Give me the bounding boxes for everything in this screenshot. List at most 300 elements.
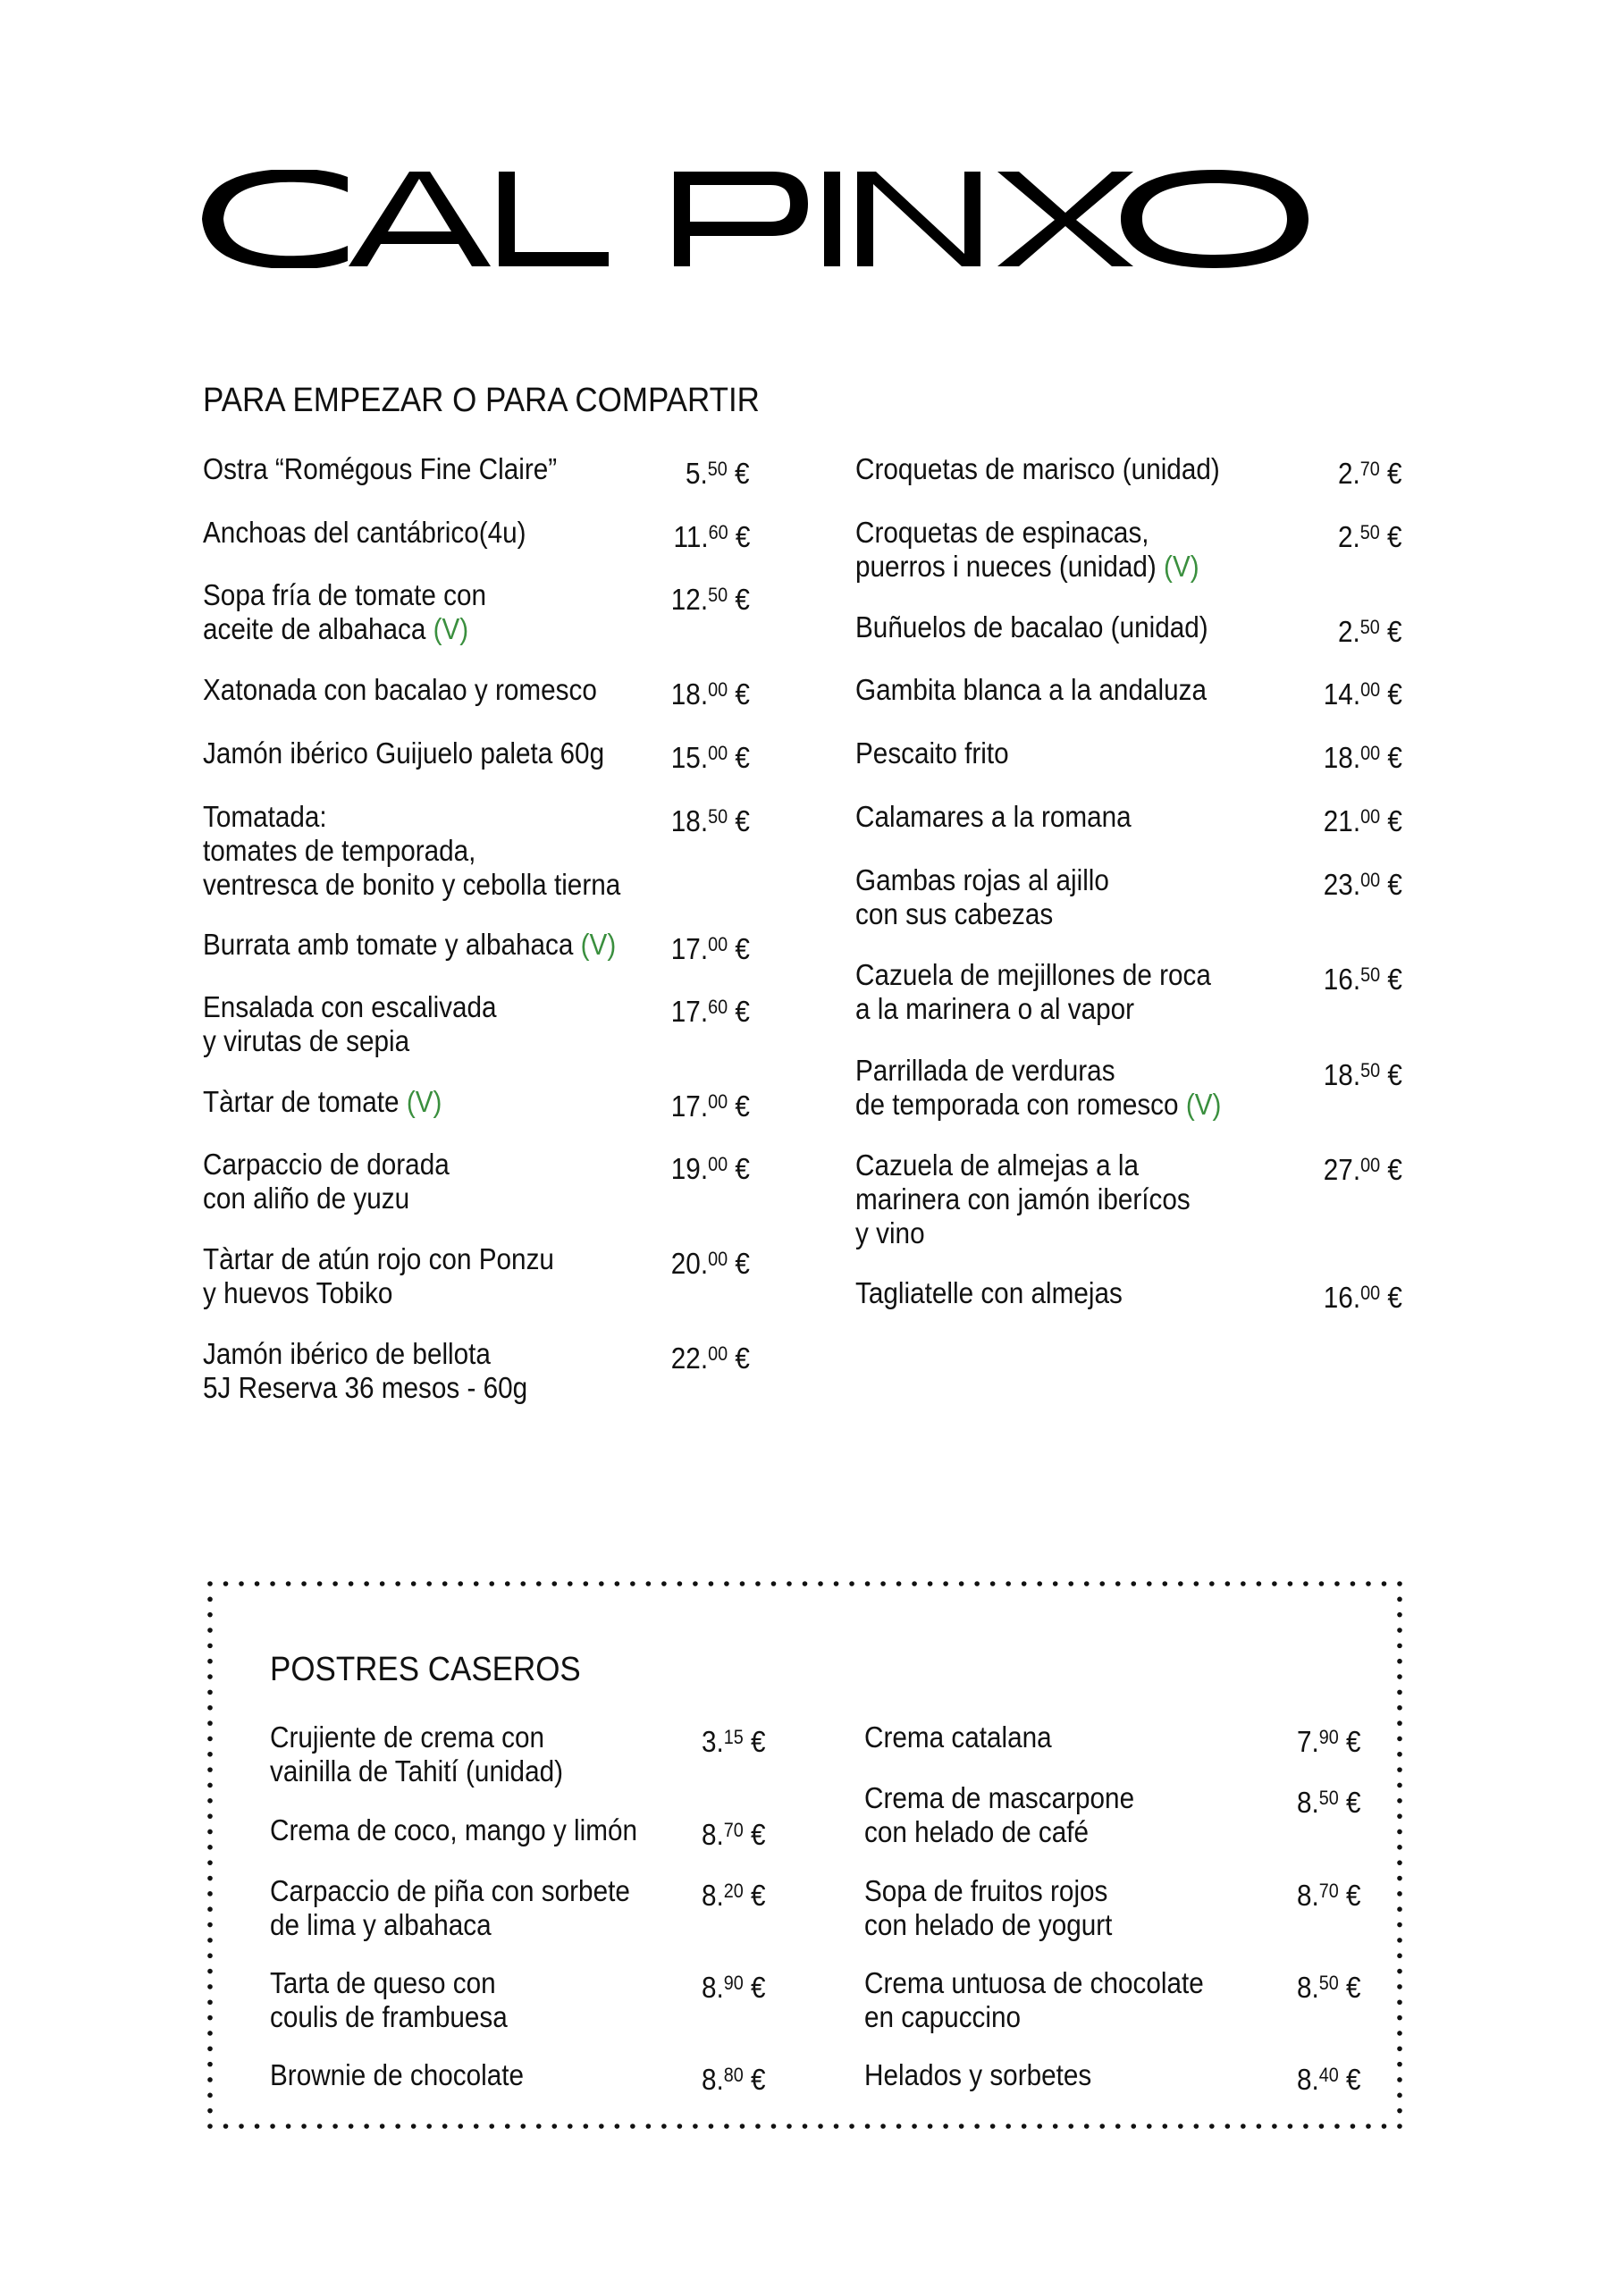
border-dot bbox=[896, 2124, 902, 2129]
menu-item-text: Croquetas de espinacas, bbox=[855, 516, 1149, 549]
menu-item bbox=[855, 673, 1246, 707]
border-dot bbox=[207, 2124, 213, 2129]
menu-item-name bbox=[855, 1148, 1191, 1250]
menu-item-price bbox=[686, 452, 750, 491]
border-dot bbox=[239, 2124, 244, 2129]
menu-item-name-line bbox=[203, 578, 486, 612]
border-dot bbox=[1382, 2124, 1387, 2129]
border-dot bbox=[551, 2124, 557, 2129]
border-dot bbox=[1334, 2124, 1340, 2129]
menu-item-text: Crema untuosa de chocolate bbox=[864, 1966, 1204, 1999]
border-dot bbox=[207, 1969, 213, 1974]
menu-item bbox=[855, 1276, 1152, 1310]
border-dot bbox=[1397, 2093, 1402, 2099]
price-decimals: 20 bbox=[724, 1880, 745, 1902]
menu-item-text: Cazuela de mejillones de roca bbox=[855, 958, 1211, 991]
currency-symbol: € bbox=[1387, 963, 1402, 996]
price-decimals: 80 bbox=[724, 2064, 745, 2086]
currency-symbol: € bbox=[751, 1725, 766, 1758]
border-dot bbox=[1303, 1581, 1308, 1586]
border-dot bbox=[349, 2124, 354, 2129]
border-dot bbox=[1366, 2124, 1371, 2129]
border-dot bbox=[1397, 1876, 1402, 1881]
border-dot bbox=[239, 1581, 244, 1586]
price-integer: 14. bbox=[1323, 677, 1361, 711]
price-integer: 2. bbox=[1338, 457, 1361, 490]
menu-item-text: Buñuelos de bacalao (unidad) bbox=[855, 610, 1208, 644]
border-dot bbox=[520, 1581, 526, 1586]
border-dot bbox=[1006, 1581, 1011, 1586]
menu-item-price bbox=[671, 800, 750, 838]
border-dot bbox=[1397, 1737, 1402, 1742]
menu-item-name-line bbox=[203, 736, 604, 770]
border-dot bbox=[880, 1581, 886, 1586]
menu-item-price bbox=[1297, 2058, 1361, 2097]
currency-symbol: € bbox=[1387, 1058, 1402, 1091]
border-dot bbox=[364, 1581, 369, 1586]
border-dot bbox=[1397, 1767, 1402, 1772]
menu-item-name-line bbox=[203, 1276, 554, 1310]
price-decimals: 00 bbox=[708, 933, 728, 955]
menu-item-name-line bbox=[270, 1966, 508, 2000]
border-dot bbox=[1257, 2124, 1262, 2129]
menu-item-price bbox=[671, 1337, 750, 1375]
menu-item bbox=[203, 928, 662, 962]
menu-item-name bbox=[864, 1966, 1204, 2034]
border-dot bbox=[1397, 1612, 1402, 1618]
border-dot bbox=[270, 1581, 275, 1586]
menu-item-name-line bbox=[855, 1216, 1191, 1250]
border-dot bbox=[646, 2124, 652, 2129]
menu-item-price bbox=[1324, 958, 1402, 997]
menu-item bbox=[864, 1720, 1073, 1754]
menu-item-name-line bbox=[855, 1054, 1221, 1088]
border-dot bbox=[442, 1581, 448, 1586]
menu-item-price bbox=[702, 1874, 766, 1913]
price-integer: 18. bbox=[1323, 1058, 1361, 1091]
border-dot bbox=[818, 2124, 823, 2129]
price-integer: 27. bbox=[1323, 1153, 1361, 1186]
border-dot bbox=[661, 1581, 667, 1586]
menu-item-name bbox=[855, 736, 1009, 770]
border-dot bbox=[1382, 1581, 1387, 1586]
menu-item-text: a la marinera o al vapor bbox=[855, 992, 1135, 1025]
border-dot bbox=[255, 1581, 260, 1586]
border-dot bbox=[1397, 1720, 1402, 1726]
menu-item-name-line bbox=[270, 1908, 630, 1942]
border-dot bbox=[709, 2124, 714, 2129]
border-dot bbox=[1068, 1581, 1073, 1586]
price-decimals: 00 bbox=[1360, 742, 1381, 764]
border-dot bbox=[1115, 1581, 1121, 1586]
restaurant-logo bbox=[200, 170, 1437, 268]
menu-item-name-line bbox=[855, 736, 1009, 770]
menu-item-name bbox=[864, 1720, 1052, 1754]
border-dot bbox=[474, 2124, 479, 2129]
vegetarian-badge: (V) bbox=[1164, 550, 1199, 583]
border-dot bbox=[1115, 2124, 1121, 2129]
border-dot bbox=[207, 2108, 213, 2114]
currency-symbol: € bbox=[751, 1879, 766, 1912]
border-dot bbox=[207, 1999, 213, 2005]
border-dot bbox=[207, 1644, 213, 1649]
menu-item-name-line bbox=[855, 610, 1208, 644]
menu-item bbox=[855, 736, 1026, 770]
menu-item-name bbox=[864, 2058, 1091, 2092]
menu-item-name bbox=[203, 516, 526, 550]
border-dot bbox=[1163, 2124, 1168, 2129]
border-dot bbox=[317, 2124, 323, 2129]
border-dot bbox=[615, 1581, 620, 1586]
border-dot bbox=[943, 2124, 948, 2129]
menu-item-text: con aliño de yuzu bbox=[203, 1182, 410, 1215]
price-decimals: 00 bbox=[1360, 1282, 1381, 1304]
border-dot bbox=[1084, 2124, 1090, 2129]
menu-item bbox=[855, 1054, 1262, 1122]
menu-item-name bbox=[270, 1813, 637, 1847]
border-dot bbox=[1053, 2124, 1058, 2129]
price-decimals: 70 bbox=[1360, 458, 1381, 480]
border-dot bbox=[207, 1690, 213, 1695]
menu-item bbox=[203, 516, 562, 550]
menu-item-text: Carpaccio de dorada bbox=[203, 1148, 450, 1181]
border-dot bbox=[724, 1581, 729, 1586]
section-title-desserts: POSTRES CASEROS bbox=[270, 1651, 581, 1688]
border-dot bbox=[1397, 1752, 1402, 1757]
border-dot bbox=[880, 2124, 886, 2129]
border-dot bbox=[1288, 1581, 1293, 1586]
menu-item-text: Burrata amb tomate y albahaca bbox=[203, 928, 574, 961]
border-dot bbox=[286, 2124, 291, 2129]
menu-item-name-line bbox=[864, 1781, 1134, 1815]
menu-item-text: Tomatada: bbox=[203, 800, 327, 833]
border-dot bbox=[207, 1860, 213, 1865]
menu-item-name bbox=[203, 800, 620, 902]
border-dot bbox=[207, 2015, 213, 2021]
border-dot bbox=[520, 2124, 526, 2129]
border-dot bbox=[1397, 1891, 1402, 1897]
border-dot bbox=[207, 1813, 213, 1819]
menu-item-price bbox=[702, 1720, 766, 1759]
menu-item-name-line bbox=[855, 1276, 1123, 1310]
menu-item-text: coulis de frambuesa bbox=[270, 2000, 508, 2033]
vegetarian-badge: (V) bbox=[406, 1085, 442, 1118]
border-dot bbox=[207, 1938, 213, 1943]
border-dot bbox=[286, 1581, 291, 1586]
menu-item-price bbox=[671, 736, 750, 775]
border-dot bbox=[207, 2093, 213, 2099]
currency-symbol: € bbox=[1387, 1153, 1402, 1186]
menu-item-name-line bbox=[203, 1337, 527, 1371]
border-dot bbox=[1397, 2015, 1402, 2021]
currency-symbol: € bbox=[735, 1247, 750, 1280]
price-decimals: 40 bbox=[1319, 2064, 1340, 2086]
border-dot bbox=[787, 2124, 792, 2129]
border-dot bbox=[1131, 2124, 1136, 2129]
border-dot bbox=[615, 2124, 620, 2129]
border-dot bbox=[332, 2124, 338, 2129]
price-integer: 19. bbox=[670, 1152, 709, 1185]
menu-item-name-line bbox=[855, 800, 1132, 834]
menu-item-text: de temporada con romesco bbox=[855, 1088, 1179, 1121]
menu-item-price bbox=[1324, 673, 1402, 711]
border-dot bbox=[740, 2124, 745, 2129]
border-dot bbox=[959, 2124, 964, 2129]
menu-item-name bbox=[203, 928, 616, 962]
menu-item-text: Crema de mascarpone bbox=[864, 1781, 1135, 1814]
price-integer: 7. bbox=[1297, 1725, 1320, 1758]
price-integer: 8. bbox=[1297, 2063, 1320, 2096]
border-dot bbox=[849, 2124, 854, 2129]
border-dot bbox=[677, 2124, 683, 2129]
price-decimals: 00 bbox=[1360, 869, 1381, 891]
menu-item-price bbox=[671, 673, 750, 711]
border-dot bbox=[207, 2031, 213, 2036]
border-dot bbox=[207, 1752, 213, 1757]
menu-item-text: y vino bbox=[855, 1216, 925, 1249]
price-decimals: 90 bbox=[1319, 1726, 1340, 1748]
menu-item-name-line bbox=[203, 1024, 497, 1058]
currency-symbol: € bbox=[1346, 1879, 1361, 1912]
border-dot bbox=[1147, 1581, 1152, 1586]
price-decimals: 00 bbox=[1360, 805, 1381, 828]
menu-item-name bbox=[270, 1874, 630, 1942]
border-dot bbox=[1397, 1845, 1402, 1850]
border-dot bbox=[912, 2124, 917, 2129]
price-integer: 22. bbox=[670, 1342, 709, 1375]
menu-item-name bbox=[203, 578, 486, 646]
border-dot bbox=[709, 1581, 714, 1586]
currency-symbol: € bbox=[1387, 741, 1402, 774]
border-dot bbox=[928, 2124, 933, 2129]
border-dot bbox=[1272, 2124, 1277, 2129]
border-dot bbox=[771, 2124, 777, 2129]
menu-item-text: de lima y albahaca bbox=[270, 1908, 492, 1941]
menu-item-name bbox=[855, 610, 1208, 644]
border-dot bbox=[1397, 1783, 1402, 1788]
border-dot bbox=[1397, 1581, 1402, 1586]
section-title-starters: PARA EMPEZAR O PARA COMPARTIR bbox=[203, 382, 760, 419]
price-decimals: 50 bbox=[1360, 1059, 1381, 1081]
border-dot bbox=[207, 1830, 213, 1835]
menu-item-price bbox=[671, 1085, 750, 1123]
logo-wordmark bbox=[200, 170, 1437, 268]
price-decimals: 60 bbox=[708, 521, 728, 543]
price-integer: 2. bbox=[1338, 615, 1361, 648]
price-integer: 8. bbox=[1297, 1879, 1320, 1912]
menu-item-price bbox=[702, 1813, 766, 1852]
border-dot bbox=[1209, 2124, 1215, 2129]
border-dot bbox=[693, 2124, 698, 2129]
currency-symbol: € bbox=[751, 1971, 766, 2004]
menu-item-text: Pescaito frito bbox=[855, 736, 1009, 770]
currency-symbol: € bbox=[735, 932, 750, 965]
menu-item-text: Jamón ibérico de bellota bbox=[203, 1337, 491, 1370]
border-dot bbox=[1397, 1690, 1402, 1695]
menu-item bbox=[864, 2058, 1116, 2092]
border-dot bbox=[584, 2124, 589, 2129]
menu-item-name bbox=[855, 452, 1220, 486]
border-dot bbox=[771, 1581, 777, 1586]
border-dot bbox=[1366, 1581, 1371, 1586]
price-decimals: 00 bbox=[708, 1248, 728, 1270]
menu-item-name-line bbox=[855, 550, 1199, 584]
menu-item-name-line bbox=[864, 1966, 1204, 2000]
menu-item-price bbox=[671, 990, 750, 1029]
menu-item-price bbox=[1324, 863, 1402, 902]
menu-item bbox=[203, 578, 517, 646]
border-dot bbox=[1194, 1581, 1199, 1586]
border-dot bbox=[207, 1798, 213, 1804]
menu-item-text: Crujiente de crema con bbox=[270, 1720, 545, 1754]
border-dot bbox=[1068, 2124, 1073, 2129]
border-dot bbox=[865, 2124, 871, 2129]
border-dot bbox=[1037, 2124, 1042, 2129]
menu-item-text: Gambas rojas al ajillo bbox=[855, 863, 1109, 896]
border-dot bbox=[990, 2124, 996, 2129]
border-dot bbox=[426, 2124, 432, 2129]
border-dot bbox=[661, 2124, 667, 2129]
menu-item-price bbox=[1338, 516, 1402, 554]
border-dot bbox=[223, 2124, 229, 2129]
border-dot bbox=[803, 1581, 808, 1586]
menu-item-text: marinera con jamón iberícos bbox=[855, 1182, 1191, 1216]
border-dot bbox=[207, 1922, 213, 1928]
price-decimals: 50 bbox=[708, 805, 728, 828]
border-dot bbox=[255, 2124, 260, 2129]
menu-item-name-line bbox=[203, 1085, 442, 1119]
price-decimals: 50 bbox=[1319, 1787, 1340, 1809]
menu-item-name bbox=[203, 452, 557, 486]
price-integer: 20. bbox=[670, 1247, 709, 1280]
currency-symbol: € bbox=[1387, 615, 1402, 648]
menu-item-name-line bbox=[864, 1815, 1134, 1849]
border-dot bbox=[849, 1581, 854, 1586]
menu-item-name-line bbox=[203, 868, 620, 902]
currency-symbol: € bbox=[735, 1152, 750, 1185]
currency-symbol: € bbox=[1346, 1786, 1361, 1819]
menu-item-text: Sopa de fruitos rojos bbox=[864, 1874, 1108, 1907]
border-dot bbox=[411, 1581, 417, 1586]
menu-item-price bbox=[1338, 610, 1402, 649]
border-dot bbox=[207, 1720, 213, 1726]
currency-symbol: € bbox=[735, 1089, 750, 1123]
border-dot bbox=[380, 1581, 385, 1586]
menu-item-price bbox=[671, 1148, 750, 1186]
border-dot bbox=[505, 1581, 510, 1586]
currency-symbol: € bbox=[1387, 1281, 1402, 1314]
price-integer: 2. bbox=[1338, 520, 1361, 553]
menu-item-name bbox=[855, 958, 1211, 1026]
currency-symbol: € bbox=[751, 1818, 766, 1851]
border-dot bbox=[411, 2124, 417, 2129]
menu-item-text: Ensalada con escalivada bbox=[203, 990, 497, 1023]
menu-item-text: Anchoas del cantábrico(4u) bbox=[203, 516, 526, 549]
border-dot bbox=[1397, 1674, 1402, 1679]
menu-item-price bbox=[1297, 1781, 1361, 1820]
price-decimals: 50 bbox=[1319, 1972, 1340, 1994]
border-dot bbox=[1334, 1581, 1340, 1586]
menu-item bbox=[855, 1148, 1227, 1250]
border-dot bbox=[1397, 1659, 1402, 1664]
menu-item-text: con helado de café bbox=[864, 1815, 1090, 1848]
menu-item-name-line bbox=[203, 516, 526, 550]
menu-item-price bbox=[1324, 1148, 1402, 1187]
border-dot bbox=[928, 1581, 933, 1586]
border-dot bbox=[755, 2124, 761, 2129]
menu-item-text: Cazuela de almejas a la bbox=[855, 1148, 1139, 1182]
border-dot bbox=[1351, 2124, 1356, 2129]
border-dot bbox=[1397, 2062, 1402, 2067]
border-dot bbox=[1099, 1581, 1105, 1586]
price-decimals: 50 bbox=[1360, 963, 1381, 986]
border-dot bbox=[1397, 1628, 1402, 1633]
border-dot bbox=[301, 2124, 307, 2129]
border-dot bbox=[990, 1581, 996, 1586]
menu-item bbox=[203, 990, 529, 1058]
border-dot bbox=[207, 1876, 213, 1881]
border-dot bbox=[630, 2124, 635, 2129]
price-integer: 18. bbox=[670, 677, 709, 711]
menu-item-price bbox=[702, 1966, 766, 2005]
border-dot bbox=[693, 1581, 698, 1586]
menu-item bbox=[864, 1874, 1140, 1942]
menu-item-name bbox=[203, 1148, 450, 1216]
border-dot bbox=[1397, 1597, 1402, 1602]
border-dot bbox=[458, 1581, 463, 1586]
price-integer: 8. bbox=[702, 2063, 725, 2096]
currency-symbol: € bbox=[1387, 520, 1402, 553]
menu-item-name bbox=[203, 1085, 442, 1119]
border-dot bbox=[207, 1628, 213, 1633]
price-decimals: 00 bbox=[708, 1342, 728, 1365]
price-integer: 12. bbox=[670, 583, 709, 616]
menu-item-text: Ostra “Romégous Fine Claire” bbox=[203, 452, 558, 485]
border-dot bbox=[1397, 1705, 1402, 1711]
border-dot bbox=[1022, 1581, 1027, 1586]
menu-item bbox=[203, 1337, 564, 1405]
menu-item-name-line bbox=[203, 1371, 527, 1405]
menu-item-price bbox=[671, 928, 750, 966]
border-dot bbox=[818, 1581, 823, 1586]
menu-item bbox=[203, 736, 649, 770]
price-decimals: 70 bbox=[724, 1819, 745, 1841]
border-dot bbox=[1397, 1953, 1402, 1958]
menu-item-text: Croquetas de marisco (unidad) bbox=[855, 452, 1220, 485]
price-decimals: 70 bbox=[1319, 1880, 1340, 1902]
border-dot bbox=[1397, 2031, 1402, 2036]
border-dot bbox=[1397, 1798, 1402, 1804]
menu-item-text: Tàrtar de atún rojo con Ponzu bbox=[203, 1242, 554, 1275]
border-dot bbox=[426, 1581, 432, 1586]
border-dot bbox=[1397, 1938, 1402, 1943]
price-decimals: 00 bbox=[708, 742, 728, 764]
border-dot bbox=[1257, 1581, 1262, 1586]
currency-symbol: € bbox=[1346, 1971, 1361, 2004]
border-dot bbox=[1209, 1581, 1215, 1586]
border-dot bbox=[1178, 1581, 1183, 1586]
menu-item-name bbox=[855, 1276, 1123, 1310]
price-decimals: 50 bbox=[708, 458, 728, 480]
menu-item-text: vainilla de Tahití (unidad) bbox=[270, 1754, 564, 1788]
price-integer: 8. bbox=[702, 1971, 725, 2004]
border-dot bbox=[568, 1581, 573, 1586]
menu-item-price bbox=[1338, 452, 1402, 491]
price-integer: 15. bbox=[670, 741, 709, 774]
price-integer: 8. bbox=[1297, 1786, 1320, 1819]
menu-item-name-line bbox=[855, 452, 1220, 486]
vegetarian-badge: (V) bbox=[1185, 1088, 1222, 1121]
